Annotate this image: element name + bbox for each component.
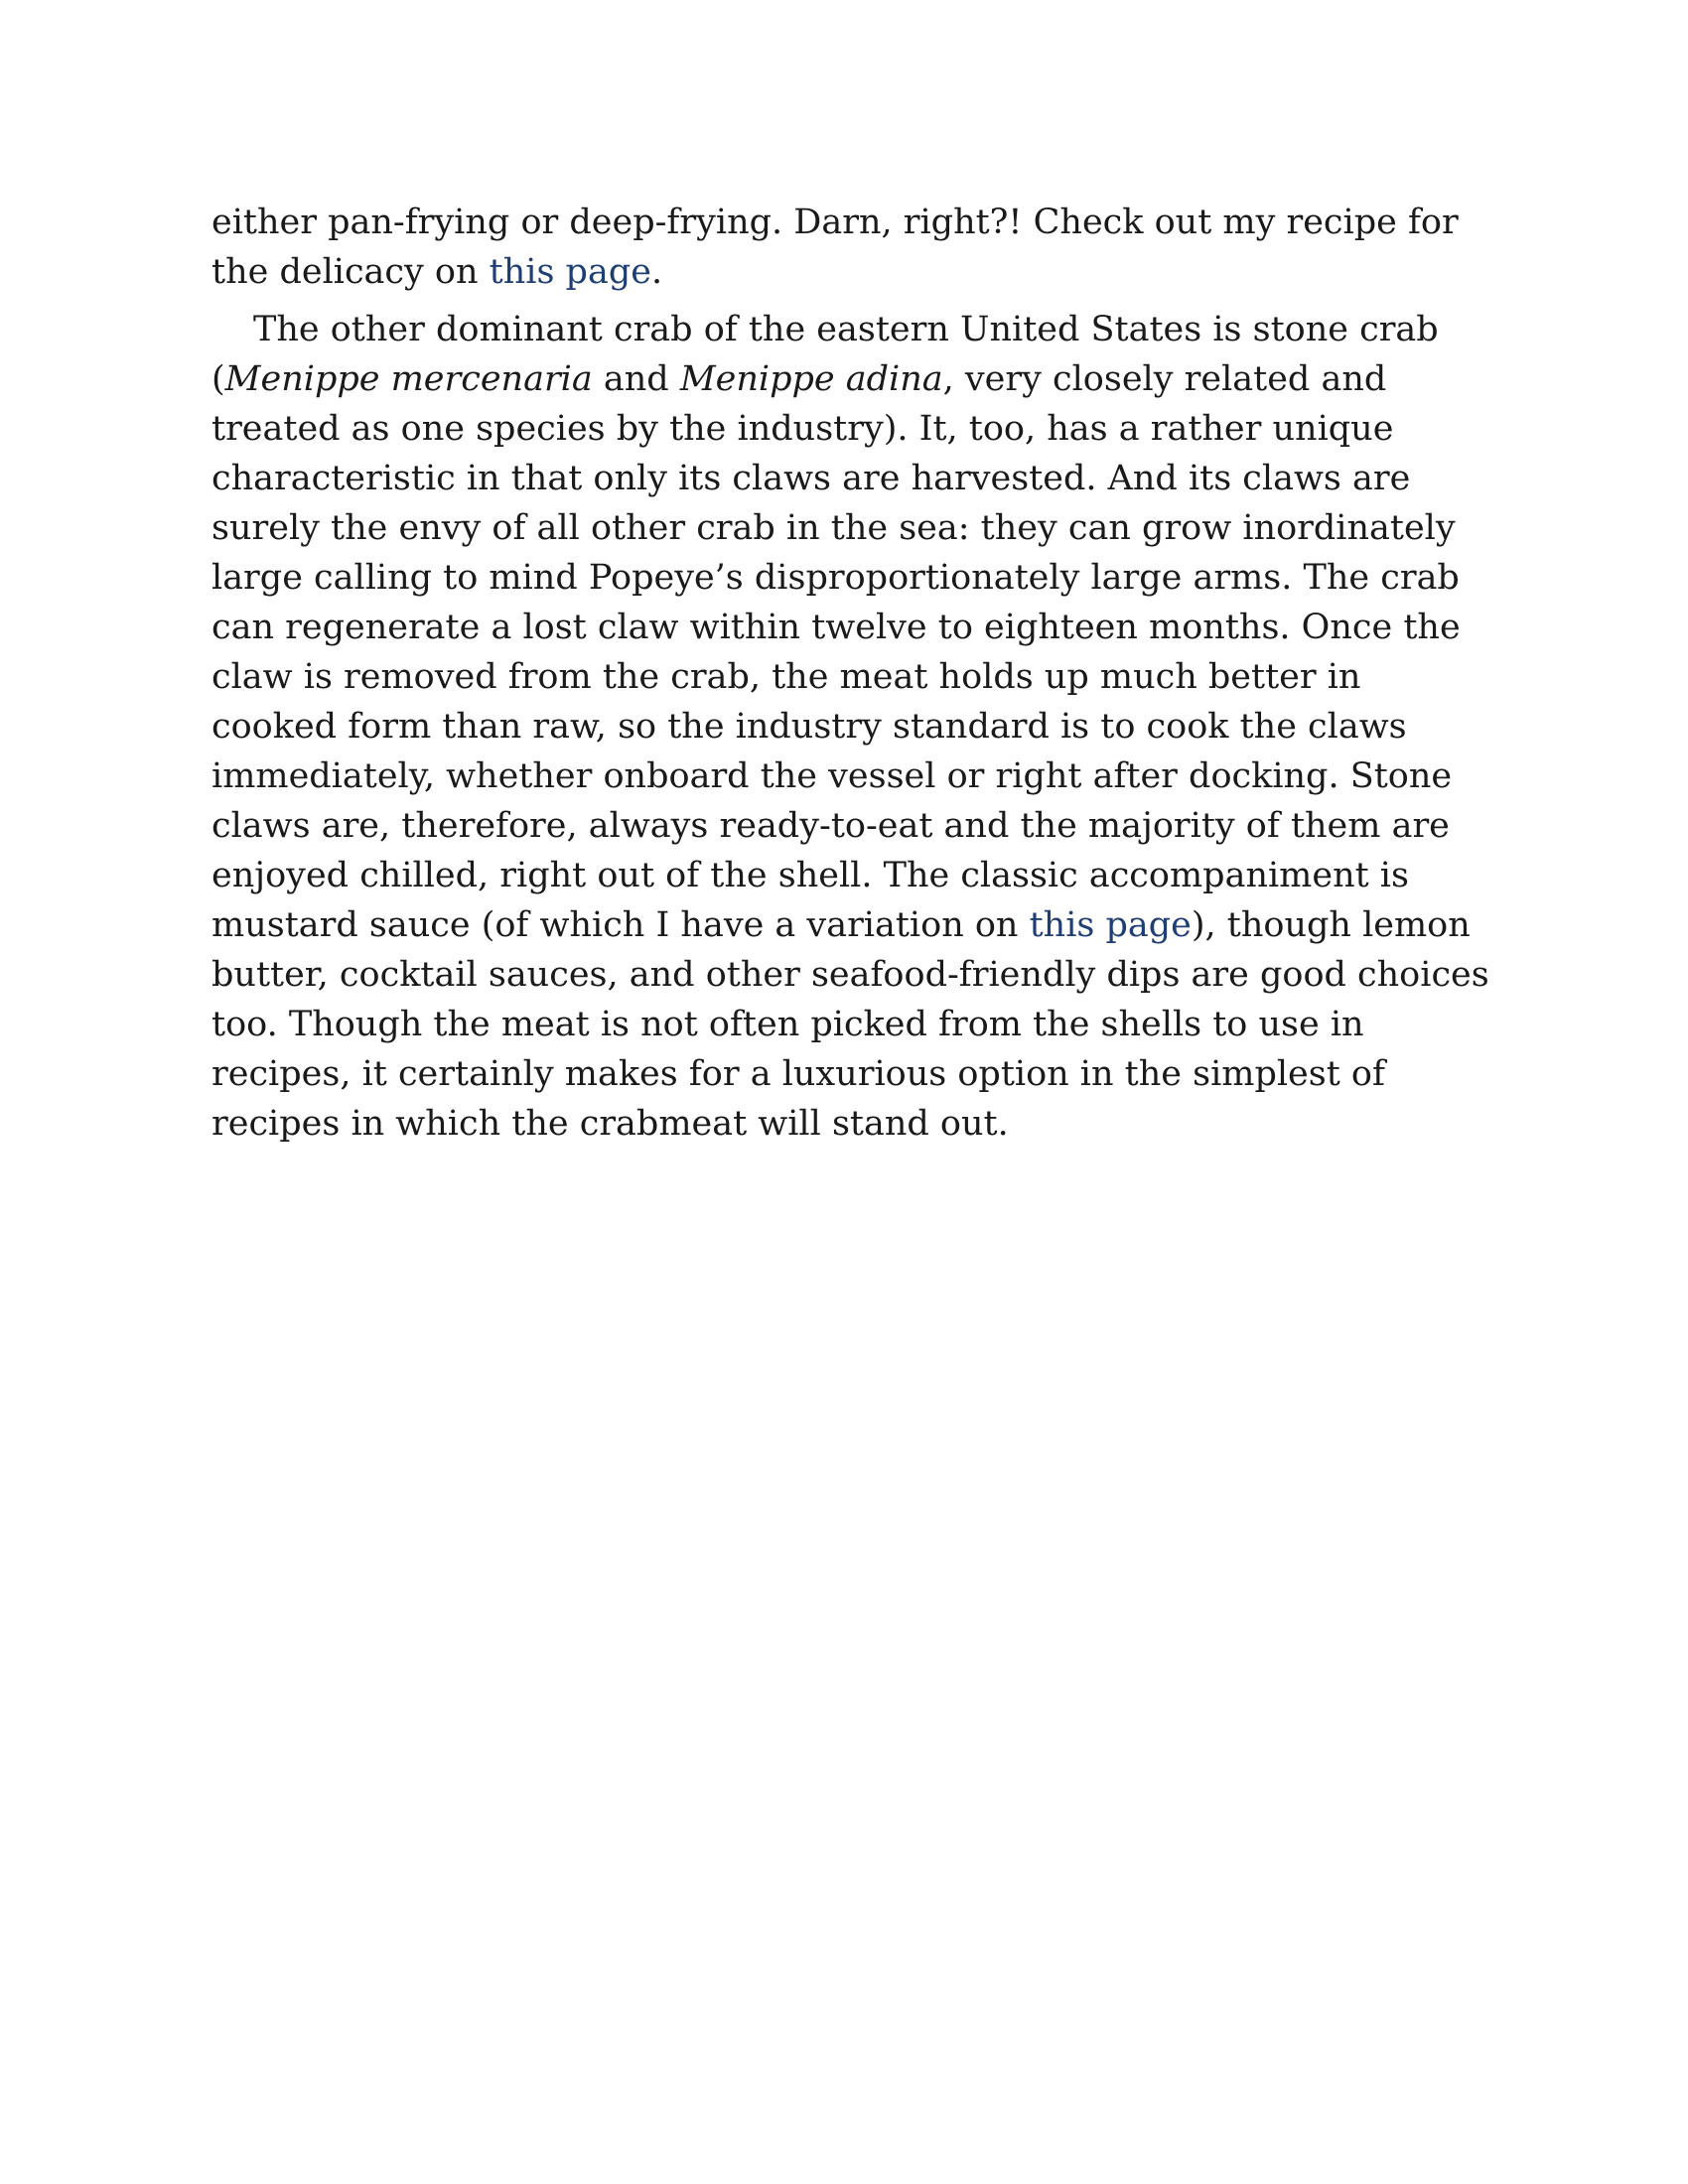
this-page-link-1[interactable]: this page: [489, 252, 651, 292]
paragraph-2-line-10: immediately, whether onboard the vessel or right after docking. Stone: [211, 756, 1453, 796]
species-name-adina: Menippe adina: [679, 359, 943, 399]
paragraph-2-line-5: surely the envy of all other crab in the sea: they can grow inordinately: [211, 508, 1456, 548]
species-name-mercenaria: Menippe mercenaria: [224, 359, 593, 399]
paragraph-2-line-2-rest: , very closely related and: [942, 359, 1387, 399]
paragraph-1-line-1: either pan-frying or deep-frying. Darn, right?! Check out my recipe for: [211, 203, 1459, 242]
paragraph-1-line-2-end: .: [650, 252, 663, 292]
paragraph-2-line-17: recipes in which the crabmeat will stand out.: [211, 1104, 1009, 1144]
paragraph-2-line-11: claws are, therefore, always ready-to-eat and the majority of them are: [211, 806, 1450, 846]
open-paren: (: [211, 359, 225, 399]
paragraph-1-line-2: [211, 247, 1468, 297]
paragraph-2-line-15: too. Though the meat is not often picked from the shells to use in: [211, 1005, 1364, 1044]
paragraph-2-line-7: can regenerate a lost claw within twelve to eighteen months. Once the: [211, 608, 1461, 647]
paragraph-2-line-14: butter, cocktail sauces, and other seafood-friendly dips are good choices: [211, 955, 1489, 995]
this-page-link-2[interactable]: this page: [1029, 905, 1192, 945]
paragraph-2-line-1: The other dominant crab of the eastern United States is stone crab: [253, 310, 1439, 349]
paragraph-2-line-13-end: ), though lemon: [1191, 905, 1471, 945]
paragraph-2-line-4: characteristic in that only its claws are harvested. And its claws are: [211, 459, 1411, 498]
paragraph-2-line-6: large calling to mind Popeye’s disproportionately large arms. The crab: [211, 558, 1460, 598]
paragraph-2-line-9: cooked form than raw, so the industry standard is to cook the claws: [211, 707, 1407, 747]
paragraph-2-line-12: enjoyed chilled, right out of the shell. The classic accompaniment is: [211, 856, 1409, 895]
paragraph-2-line-13: [211, 900, 1471, 950]
paragraph-2-line-16: recipes, it certainly makes for a luxurious option in the simplest of: [211, 1054, 1385, 1094]
body-text: [211, 198, 1489, 1149]
paragraph-2-line-2: [211, 354, 1468, 404]
paragraph-1: [211, 198, 1468, 297]
paragraph-2: [211, 305, 1489, 1149]
paragraph-2-line-3: treated as one species by the industry). It, too, has a rather unique: [211, 409, 1394, 449]
paragraph-2-line-8: claw is removed from the crab, the meat holds up much better in: [211, 657, 1361, 697]
paragraph-2-line-13-text: mustard sauce (of which I have a variation on: [211, 905, 1030, 945]
species-conjunction: and: [592, 359, 680, 399]
paragraph-1-line-2-text: the delicacy on: [211, 252, 490, 292]
